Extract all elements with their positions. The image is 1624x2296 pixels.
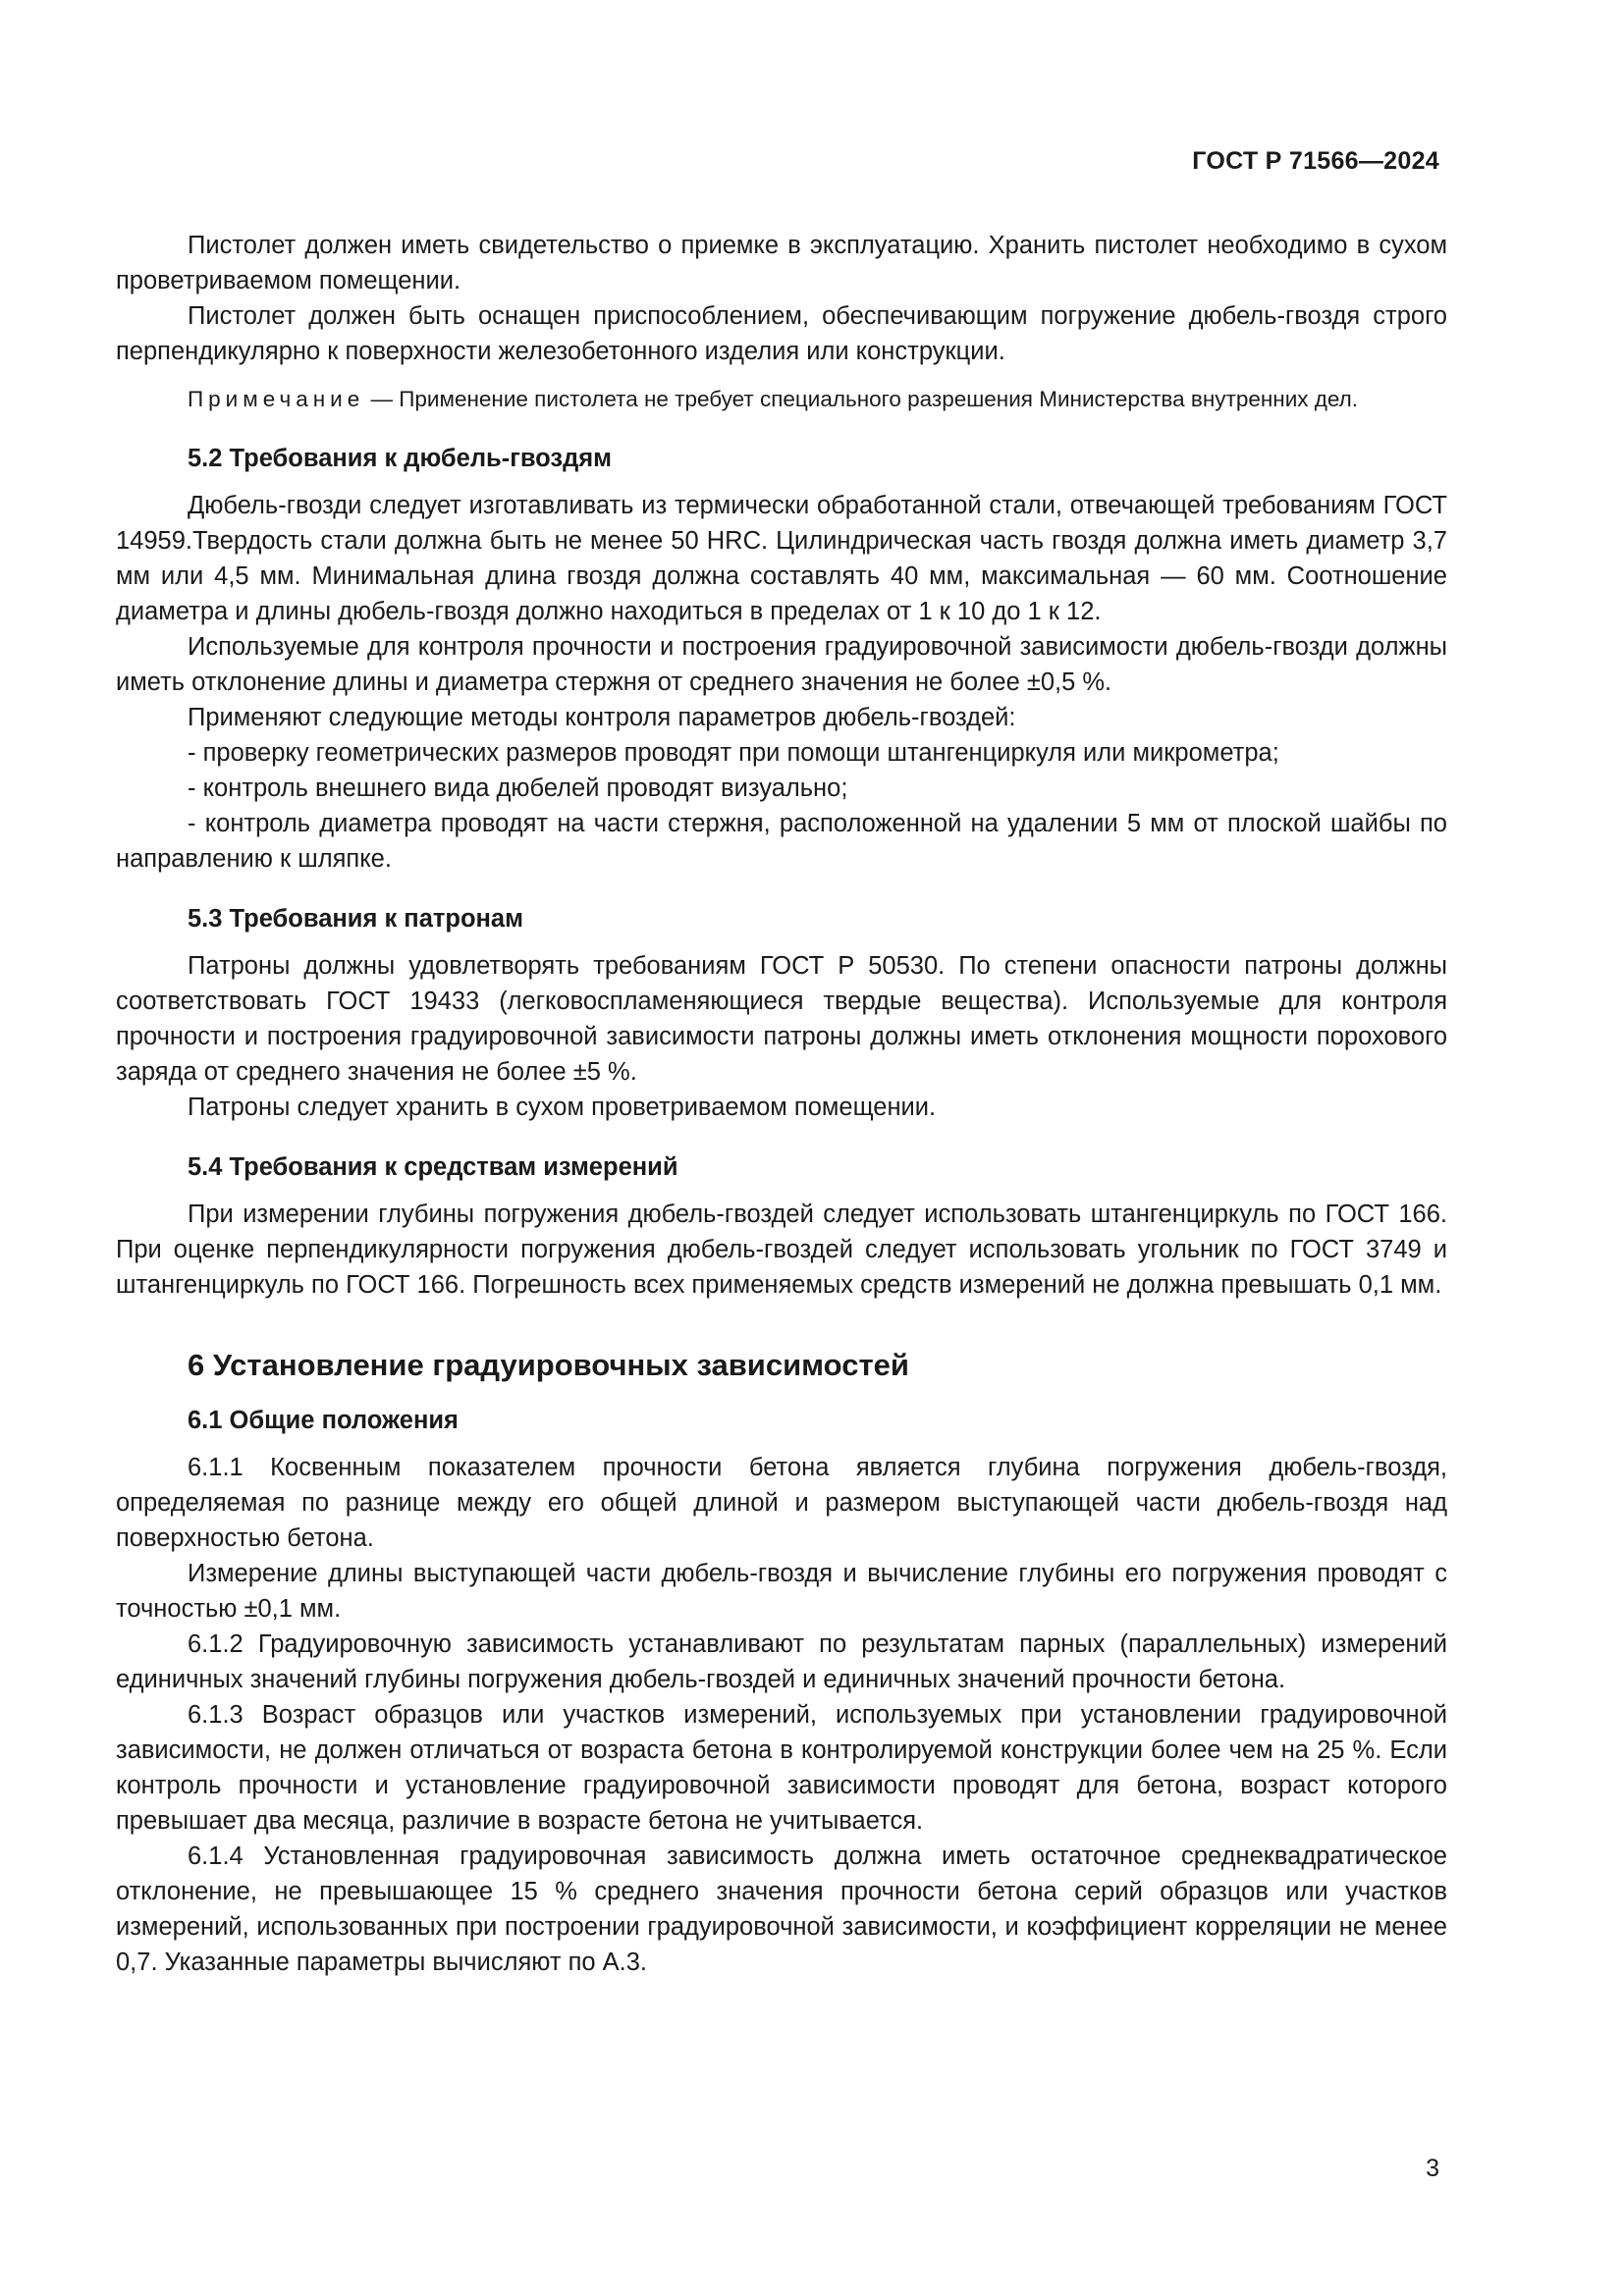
document-body <box>116 228 1447 1980</box>
paragraph: Пистолет должен иметь свидетельство о приемке в эксплуатацию. Хранить пистолет необходимо в сухом проветриваемом помещении. <box>116 232 1447 294</box>
paragraph: 6.1.4 Установленная градуировочная зависимость должна иметь остаточное среднеквадратическое отклонение, не превышающее 15 % среднего значения прочности бетона серий образцов или участков измерений, использованных при построении градуировочной зависимости, и коэффициент корреляции не менее 0,7. Указанные параметры вычисляют по А.3. <box>116 1842 1447 1976</box>
document-id-header: ГОСТ Р 71566—2024 <box>1192 147 1439 175</box>
paragraph: 6.1.2 Градуировочную зависимость устанавливают по результатам парных (параллельных) измерений единичных значений глубины погружения дюбель-гвоздей и единичных значений прочности бетона. <box>116 1630 1447 1693</box>
section-heading-6: 6 Установление градуировочных зависимостей <box>188 1348 909 1382</box>
note-text: — Применение пистолета не требует специального разрешения Министерства внутренних дел. <box>364 387 1359 411</box>
section-heading-5-3: 5.3 Требования к патронам <box>188 905 523 933</box>
section-heading-5-4: 5.4 Требования к средствам измерений <box>188 1153 678 1181</box>
paragraph: При измерении глубины погружения дюбель-гвоздей следует использовать штангенциркуль по ГОСТ 166. При оценке перпендикулярности погружения дюбель-гвоздей следует использовать угольник по ГОСТ 3749 и штангенциркуль по ГОСТ 166. Погрешность всех применяемых средств измерений не должна превышать 0,1 мм. <box>116 1201 1447 1299</box>
paragraph: 6.1.3 Возраст образцов или участков измерений, используемых при установлении градуировочной зависимости, не должен отличаться от возраста бетона в контролируемой конструкции более чем на 25 %. Если контроль прочности и установление градуировочной зависимости проводят для бетона, возраст которого превышает два месяца, различие в возрасте бетона не учитывается. <box>116 1701 1447 1835</box>
paragraph: 6.1.1 Косвенным показателем прочности бетона является глубина погружения дюбель-гвоздя, определяемая по разнице между его общей длиной и размером выступающей части дюбель-гвоздя над поверхностью бетона. <box>116 1454 1447 1552</box>
page-number: 3 <box>1426 2155 1439 2182</box>
list-item: - проверку геометрических размеров проводят при помощи штангенциркуля или микрометра; <box>188 739 1279 767</box>
section-heading-5-2: 5.2 Требования к дюбель-гвоздям <box>188 445 613 472</box>
list-item: - контроль внешнего вида дюбелей проводят визуально; <box>188 774 848 802</box>
paragraph: Измерение длины выступающей части дюбель-гвоздя и вычисление глубины его погружения проводят с точностью ±0,1 мм. <box>116 1560 1447 1623</box>
paragraph: Используемые для контроля прочности и построения градуировочной зависимости дюбель-гвозди должны иметь отклонение длины и диаметра стержня от среднего значения не более ±0,5 %. <box>116 633 1447 696</box>
list-item: - контроль диаметра проводят на части стержня, расположенной на удалении 5 мм от плоской шайбы по направлению к шляпке. <box>116 810 1447 873</box>
paragraph: Применяют следующие методы контроля параметров дюбель-гвоздей: <box>188 704 1016 731</box>
paragraph: Патроны следует хранить в сухом проветриваемом помещении. <box>188 1094 937 1121</box>
note-label: Примечание <box>188 387 365 411</box>
paragraph: Дюбель-гвозди следует изготавливать из термически обработанной стали, отвечающей требованиям ГОСТ 14959.Твердость стали должна быть не менее 50 HRC. Цилиндрическая часть гвоздя должна иметь диаметр 3,7 мм или 4,5 мм. Минимальная длина гвоздя должна составлять 40 мм, максимальная — 60 мм. Соотношение диаметра и длины дюбель-гвоздя должно находиться в пределах от 1 к 10 до 1 к 12. <box>116 492 1447 625</box>
section-heading-6-1: 6.1 Общие положения <box>188 1407 459 1434</box>
paragraph: Пистолет должен быть оснащен приспособлением, обеспечивающим погружение дюбель-гвоздя строго перпендикулярно к поверхности железобетонного изделия или конструкции. <box>116 302 1447 365</box>
paragraph: Патроны должны удовлетворять требованиям ГОСТ Р 50530. По степени опасности патроны должны соответствовать ГОСТ 19433 (легковоспламеняющиеся твердые вещества). Используемые для контроля прочности и построения градуировочной зависимости патроны должны иметь отклонения мощности порохового заряда от среднего значения не более ±5 %. <box>116 952 1447 1086</box>
note-paragraph <box>116 383 1447 416</box>
